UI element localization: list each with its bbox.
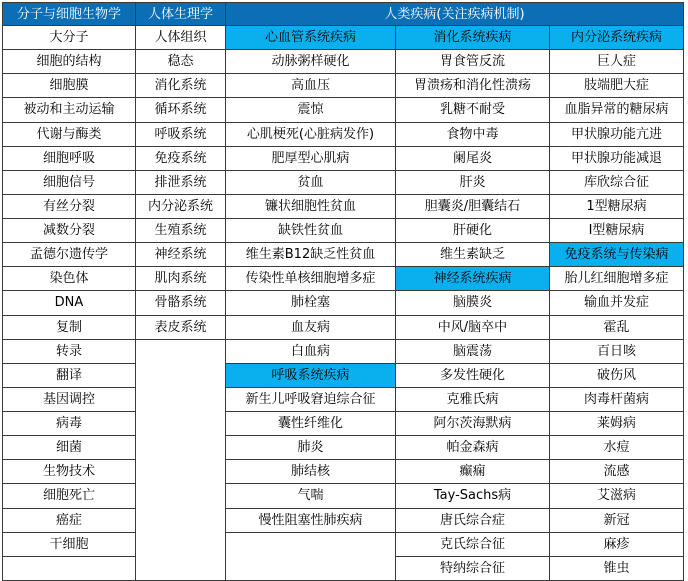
- molecular-topic-cell: 减数分裂: [2, 219, 136, 243]
- molecular-topic-cell: 细菌: [2, 436, 136, 460]
- molecular-topic-cell: 细胞呼吸: [2, 147, 136, 171]
- header-human-physiology: 人体生理学: [136, 2, 226, 26]
- disease-cell: 高血压: [226, 74, 396, 98]
- molecular-topic-cell: 被动和主动运输: [2, 98, 136, 122]
- disease-cell: 多发性硬化: [396, 364, 550, 388]
- disease-cell: 克氏综合征: [396, 533, 550, 557]
- disease-cell: 震惊: [226, 98, 396, 122]
- disease-cell: 肺结核: [226, 460, 396, 484]
- molecular-topic-cell: 细胞的结构: [2, 50, 136, 74]
- disease-cell: 胃溃疡和消化性溃疡: [396, 74, 550, 98]
- physiology-topic-cell: 表皮系统: [136, 316, 226, 340]
- disease-cell: 帕金森病: [396, 436, 550, 460]
- physiology-topic-cell: 稳态: [136, 50, 226, 74]
- molecular-topic-cell: 生物技术: [2, 460, 136, 484]
- disease-cell: 乳糖不耐受: [396, 98, 550, 122]
- disease-cell: 传染性单核细胞增多症: [226, 267, 396, 291]
- disease-table: [2, 2, 684, 575]
- disease-cell: 中风/脑卒中: [396, 316, 550, 340]
- disease-category-cell: 内分泌系统疾病: [550, 26, 684, 50]
- disease-cell: 甲状腺功能减退: [550, 147, 684, 171]
- disease-cell: 心肌梗死(心脏病发作): [226, 123, 396, 147]
- disease-cell: 麻疹: [550, 533, 684, 557]
- disease-cell: 百日咳: [550, 340, 684, 364]
- molecular-topic-cell: 细胞信号: [2, 171, 136, 195]
- physiology-topic-cell: 人体组织: [136, 26, 226, 50]
- disease-cell: 维生素缺乏: [396, 243, 550, 267]
- physiology-topic-cell: 免疫系统: [136, 147, 226, 171]
- disease-category-cell: 消化系统疾病: [396, 26, 550, 50]
- physiology-topic-cell: 生殖系统: [136, 219, 226, 243]
- physiology-topic-cell: 消化系统: [136, 74, 226, 98]
- molecular-topic-cell: 干细胞: [2, 533, 136, 557]
- physiology-topic-cell: 神经系统: [136, 243, 226, 267]
- molecular-topic-cell: 有丝分裂: [2, 195, 136, 219]
- empty-cell: [2, 557, 136, 581]
- molecular-topic-cell: DNA: [2, 291, 136, 315]
- disease-cell: 肝硬化: [396, 219, 550, 243]
- disease-cell: 气喘: [226, 484, 396, 508]
- disease-cell: 慢性阻塞性肺疾病: [226, 509, 396, 533]
- disease-cell: 胃食管反流: [396, 50, 550, 74]
- molecular-topic-cell: 复制: [2, 316, 136, 340]
- disease-cell: 肺栓塞: [226, 291, 396, 315]
- disease-cell: 脑膜炎: [396, 291, 550, 315]
- disease-cell: 肉毒杆菌病: [550, 388, 684, 412]
- disease-cell: 新冠: [550, 509, 684, 533]
- disease-category-cell: 心血管系统疾病: [226, 26, 396, 50]
- molecular-topic-cell: 细胞死亡: [2, 484, 136, 508]
- disease-cell: 囊性纤维化: [226, 412, 396, 436]
- disease-cell: 缺铁性贫血: [226, 219, 396, 243]
- disease-cell: 血友病: [226, 316, 396, 340]
- molecular-topic-cell: 翻译: [2, 364, 136, 388]
- empty-cell: [226, 533, 396, 581]
- disease-cell: 水痘: [550, 436, 684, 460]
- molecular-topic-cell: 转录: [2, 340, 136, 364]
- disease-cell: 甲状腺功能亢进: [550, 123, 684, 147]
- disease-cell: 白血病: [226, 340, 396, 364]
- header-human-diseases: 人类疾病(关注疾病机制): [226, 2, 684, 26]
- disease-cell: 镰状细胞性贫血: [226, 195, 396, 219]
- disease-cell: 癫痫: [396, 460, 550, 484]
- disease-cell: 唐氏综合症: [396, 509, 550, 533]
- molecular-topic-cell: 病毒: [2, 412, 136, 436]
- disease-cell: 库欣综合征: [550, 171, 684, 195]
- disease-cell: 胆囊炎/胆囊结石: [396, 195, 550, 219]
- disease-category-cell: 呼吸系统疾病: [226, 364, 396, 388]
- disease-cell: Tay-Sachs病: [396, 484, 550, 508]
- disease-cell: 1型糖尿病: [550, 195, 684, 219]
- physiology-topic-cell: 内分泌系统: [136, 195, 226, 219]
- empty-cell: [136, 340, 226, 581]
- disease-cell: 破伤风: [550, 364, 684, 388]
- disease-cell: 特纳综合征: [396, 557, 550, 581]
- disease-cell: 新生儿呼吸窘迫综合征: [226, 388, 396, 412]
- physiology-topic-cell: 循环系统: [136, 98, 226, 122]
- disease-cell: 莱姆病: [550, 412, 684, 436]
- disease-cell: 阿尔茨海默病: [396, 412, 550, 436]
- disease-cell: 巨人症: [550, 50, 684, 74]
- disease-cell: I型糖尿病: [550, 219, 684, 243]
- disease-cell: 锥虫: [550, 557, 684, 581]
- disease-cell: 血脂异常的糖尿病: [550, 98, 684, 122]
- disease-cell: 阑尾炎: [396, 147, 550, 171]
- disease-cell: 脑震荡: [396, 340, 550, 364]
- disease-category-cell: 神经系统疾病: [396, 267, 550, 291]
- disease-cell: 肢端肥大症: [550, 74, 684, 98]
- disease-category-cell: 免疫系统与传染病: [550, 243, 684, 267]
- molecular-topic-cell: 代谢与酶类: [2, 123, 136, 147]
- disease-cell: 肥厚型心肌病: [226, 147, 396, 171]
- molecular-topic-cell: 染色体: [2, 267, 136, 291]
- disease-cell: 贫血: [226, 171, 396, 195]
- disease-cell: 肝炎: [396, 171, 550, 195]
- disease-cell: 食物中毒: [396, 123, 550, 147]
- disease-cell: 输血并发症: [550, 291, 684, 315]
- header-molecular-cell-biology: 分子与细胞生物学: [2, 2, 136, 26]
- disease-cell: 霍乱: [550, 316, 684, 340]
- physiology-topic-cell: 骨骼系统: [136, 291, 226, 315]
- disease-cell: 艾滋病: [550, 484, 684, 508]
- disease-cell: 肺炎: [226, 436, 396, 460]
- molecular-topic-cell: 大分子: [2, 26, 136, 50]
- physiology-topic-cell: 肌肉系统: [136, 267, 226, 291]
- disease-cell: 胎儿红细胞增多症: [550, 267, 684, 291]
- disease-cell: 维生素B12缺乏性贫血: [226, 243, 396, 267]
- physiology-topic-cell: 呼吸系统: [136, 123, 226, 147]
- molecular-topic-cell: 基因调控: [2, 388, 136, 412]
- molecular-topic-cell: 细胞膜: [2, 74, 136, 98]
- physiology-topic-cell: 排泄系统: [136, 171, 226, 195]
- disease-cell: 动脉粥样硬化: [226, 50, 396, 74]
- disease-cell: 克雅氏病: [396, 388, 550, 412]
- disease-cell: 流感: [550, 460, 684, 484]
- molecular-topic-cell: 癌症: [2, 509, 136, 533]
- molecular-topic-cell: 孟德尔遗传学: [2, 243, 136, 267]
